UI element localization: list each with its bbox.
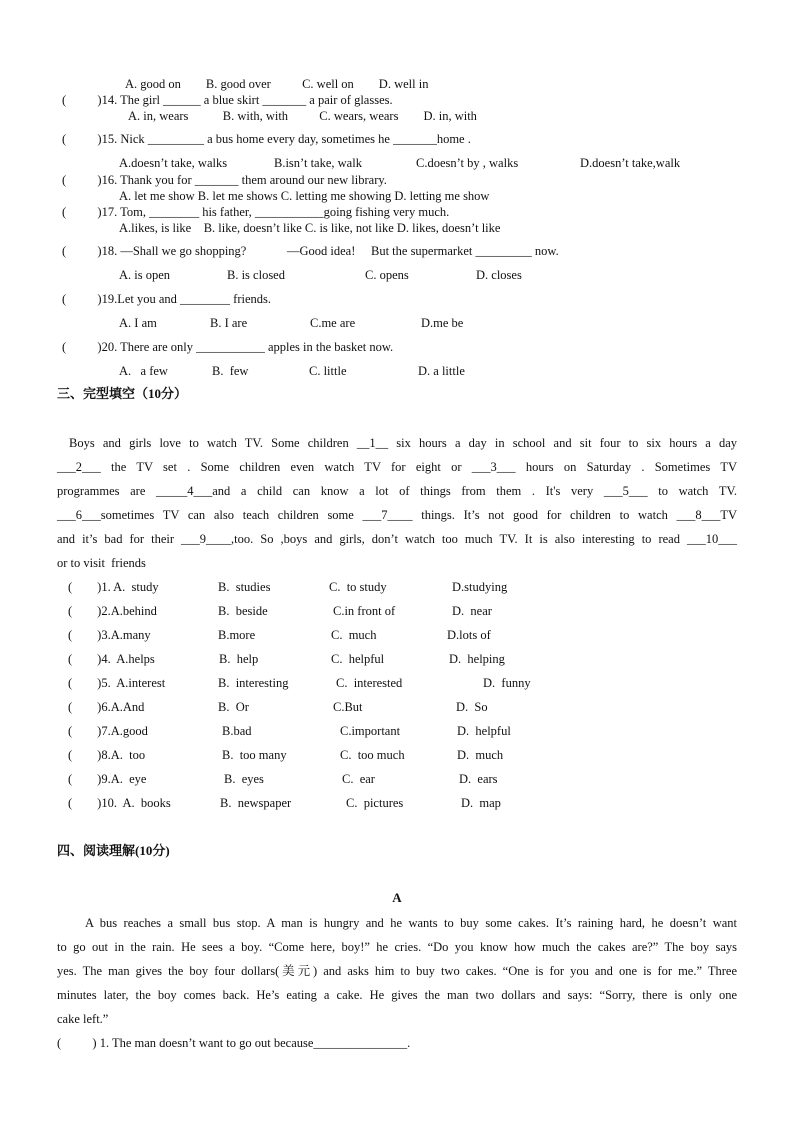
cloze-q4-c: C. helpful	[331, 652, 385, 666]
q15-option-b: B.isn’t take, walk	[274, 156, 362, 170]
reading-passage-line-3: yes. The man gives the boy four dollars(美元) and asks him to buy two cakes. “One is for you and one is for me.” Three	[57, 964, 737, 978]
cloze-q6-a: ( )6.A.And	[68, 700, 145, 714]
reading-passage-line-1: A bus reaches a small bus stop. A man is hungry and he wants to buy some cakes. It’s raining hard, he doesn’t want	[85, 916, 737, 930]
cloze-q8-b: B. too many	[222, 748, 287, 762]
cloze-q1-c: C. to study	[329, 580, 387, 594]
cloze-passage-line-5: and it’s bad for their ___9____,too. So ,boys and girls, don’t watch too much TV. It is also interesting to read ___10___	[57, 532, 737, 546]
cloze-q2-c: C.in front of	[333, 604, 396, 618]
q20-option-b: B. few	[212, 364, 249, 378]
q20-option-a: A. a few	[119, 364, 168, 378]
cloze-q2-b: B. beside	[218, 604, 268, 618]
section4-heading: 四、阅读理解(10分)	[57, 843, 170, 858]
cloze-q3-d: D.lots of	[447, 628, 491, 642]
cloze-q4-a: ( )4. A.helps	[68, 652, 155, 666]
q17-options: A.likes, is like B. like, doesn’t like C. is like, not like D. likes, doesn’t like	[119, 221, 501, 235]
cloze-passage-line-3: programmes are _____4___and a child can know a lot of things from them . It's very ___5___ to watch TV.	[57, 484, 737, 498]
cloze-q9-c: C. ear	[342, 772, 375, 786]
q19-option-d: D.me be	[421, 316, 464, 330]
cloze-q5-b: B. interesting	[218, 676, 289, 690]
reading-passage-line-5: cake left.”	[57, 1012, 109, 1026]
cloze-q5-c: C. interested	[336, 676, 403, 690]
q19-stem: ( )19.Let you and ________ friends.	[62, 292, 271, 306]
cloze-q3-b: B.more	[218, 628, 256, 642]
q15-option-d: D.doesn’t take,walk	[580, 156, 681, 170]
cloze-q7-a: ( )7.A.good	[68, 724, 148, 738]
q15-option-a: A.doesn’t take, walks	[119, 156, 228, 170]
cloze-q10-d: D. map	[461, 796, 501, 810]
q15-stem: ( )15. Nick _________ a bus home every day, sometimes he _______home .	[62, 132, 471, 146]
cloze-q6-d: D. So	[456, 700, 488, 714]
cloze-q2-a: ( )2.A.behind	[68, 604, 157, 618]
cloze-q10-a: ( )10. A. books	[68, 796, 171, 810]
cloze-q9-a: ( )9.A. eye	[68, 772, 147, 786]
q18-stem: ( )18. —Shall we go shopping? —Good idea! But the supermarket _________ now.	[62, 244, 559, 258]
q20-option-c: C. little	[309, 364, 347, 378]
reading-passage-line-4: minutes later, the boy comes back. He’s eating a cake. He gives the man two dollars and says: “Sorry, there is only one	[57, 988, 737, 1002]
q14-stem: ( )14. The girl ______ a blue skirt _______ a pair of glasses.	[62, 93, 393, 107]
cloze-passage-line-6: or to visit friends	[57, 556, 146, 570]
cloze-passage-line-1: Boys and girls love to watch TV. Some children __1__ six hours a day in school and sit four to six hours a day	[69, 436, 737, 450]
cloze-q9-b: B. eyes	[224, 772, 264, 786]
section3-heading: 三、完型填空（10分）	[57, 386, 188, 401]
q17-stem: ( )17. Tom, ________ his father, ___________going fishing very much.	[62, 205, 450, 219]
cloze-q7-d: D. helpful	[457, 724, 511, 738]
cloze-q8-d: D. much	[457, 748, 504, 762]
cloze-q10-c: C. pictures	[346, 796, 404, 810]
q18-option-d: D. closes	[476, 268, 522, 282]
cloze-passage-line-2: ___2___ the TV set . Some children even watch TV for eight or ___3___ hours on Saturday . Sometimes TV	[57, 460, 737, 474]
cloze-q3-c: C. much	[331, 628, 377, 642]
reading-question-1: ( ) 1. The man doesn’t want to go out because_______________.	[57, 1036, 411, 1050]
cloze-q1-b: B. studies	[218, 580, 271, 594]
cloze-q6-c: C.But	[333, 700, 363, 714]
cloze-q7-c: C.important	[340, 724, 401, 738]
reading-passage-line-2: to go out in the rain. He sees a boy. “Come here, boy!” he cries. “Do you know how much the cakes are?” The boy says	[57, 940, 737, 954]
cloze-q1-a: ( )1. A. study	[68, 580, 159, 594]
q19-option-b: B. I are	[210, 316, 248, 330]
cloze-q9-d: D. ears	[459, 772, 498, 786]
cloze-q6-b: B. Or	[218, 700, 249, 714]
cloze-q5-a: ( )5. A.interest	[68, 676, 166, 690]
cloze-q7-b: B.bad	[222, 724, 252, 738]
q20-option-d: D. a little	[418, 364, 465, 378]
q19-option-a: A. I am	[119, 316, 157, 330]
cloze-q5-d: D. funny	[483, 676, 531, 690]
q13-options: A. good on B. good over C. well on D. well in	[125, 77, 429, 91]
cloze-q10-b: B. newspaper	[220, 796, 292, 810]
q18-option-b: B. is closed	[227, 268, 285, 282]
q18-option-c: C. opens	[365, 268, 409, 282]
q16-stem: ( )16. Thank you for _______ them around our new library.	[62, 173, 387, 187]
cloze-q8-c: C. too much	[340, 748, 405, 762]
q19-option-c: C.me are	[310, 316, 356, 330]
q16-options: A. let me show B. let me shows C. letting me showing D. letting me show	[119, 189, 490, 203]
cloze-q8-a: ( )8.A. too	[68, 748, 146, 762]
cloze-q3-a: ( )3.A.many	[68, 628, 151, 642]
cloze-q4-d: D. helping	[449, 652, 505, 666]
cloze-q2-d: D. near	[452, 604, 492, 618]
passage-title: A	[392, 890, 402, 905]
q20-stem: ( )20. There are only ___________ apples in the basket now.	[62, 340, 394, 354]
q15-option-c: C.doesn’t by , walks	[416, 156, 519, 170]
q18-option-a: A. is open	[119, 268, 171, 282]
cloze-q1-d: D.studying	[452, 580, 508, 594]
cloze-q4-b: B. help	[219, 652, 259, 666]
cloze-passage-line-4: ___6___sometimes TV can also teach children some ___7____ things. It’s not good for children to watch ___8___TV	[57, 508, 737, 522]
q14-options: A. in, wears B. with, with C. wears, wears D. in, with	[128, 109, 477, 123]
